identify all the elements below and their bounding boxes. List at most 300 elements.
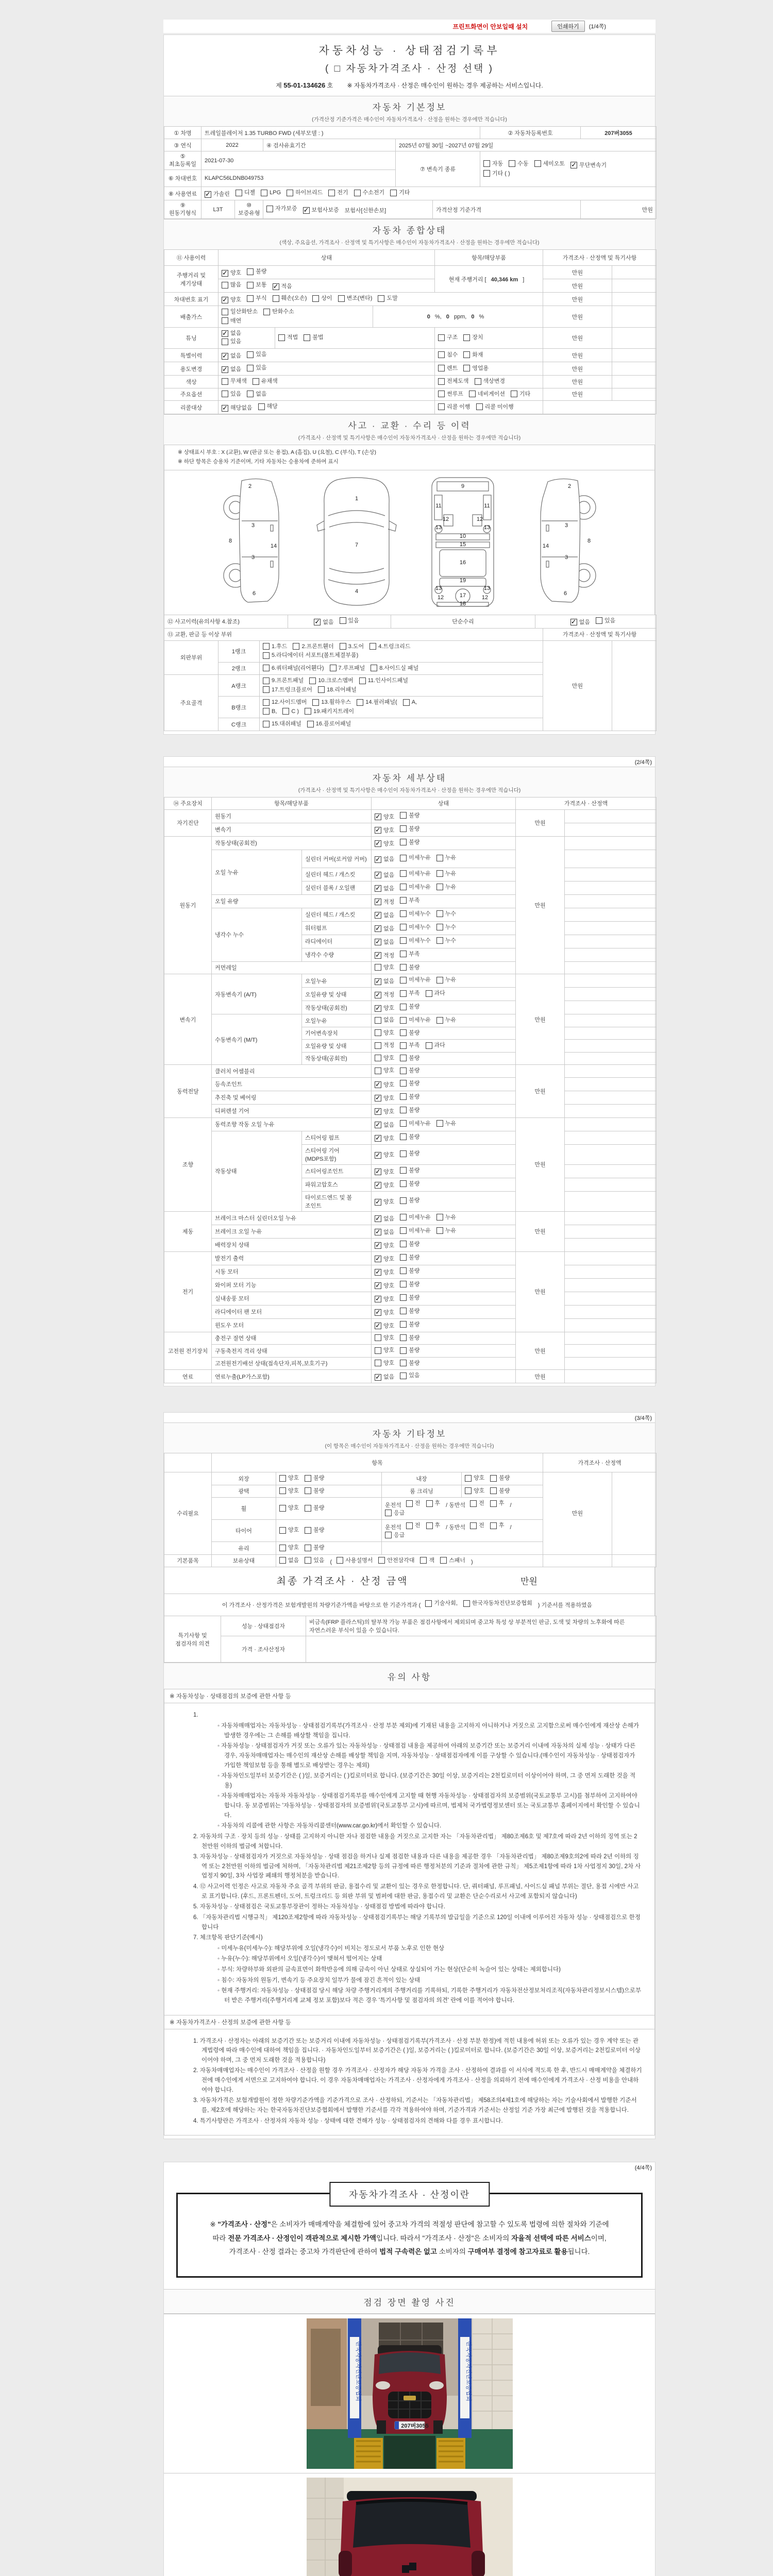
checkbox-후[interactable] [426, 1499, 441, 1507]
checkbox-불량[interactable] [305, 1504, 324, 1512]
checkbox-누유[interactable] [436, 1213, 456, 1222]
checkbox-불량[interactable] [400, 1253, 419, 1262]
checkbox-4.트렁크리드[interactable] [369, 642, 410, 651]
checkbox-미세누유[interactable] [400, 976, 431, 984]
checkbox-label: 양호 [288, 1487, 299, 1494]
checkbox-불량[interactable] [305, 1487, 324, 1495]
checkbox-box [400, 1120, 407, 1127]
checkbox-불량[interactable] [247, 267, 266, 276]
checkbox-양호[interactable] [375, 1198, 394, 1206]
checkbox-18.리어패널[interactable] [318, 686, 357, 694]
cell: 유리 [212, 1542, 276, 1555]
cell [260, 697, 543, 718]
checkbox-누유[interactable] [436, 870, 456, 878]
checkbox-색상변경[interactable] [475, 377, 506, 385]
checkbox-불량[interactable] [400, 1166, 419, 1175]
checkbox-양호[interactable] [222, 296, 241, 304]
checkbox-미세누유[interactable] [400, 854, 431, 862]
checkbox-누수[interactable] [436, 910, 456, 918]
checkbox-기술사회,[interactable] [425, 1599, 458, 1607]
cell: ⑦ 변속기 종류 [396, 151, 480, 187]
checkbox-리콜 이행[interactable] [438, 403, 470, 411]
cell [372, 1091, 516, 1104]
checkbox-탄화수소[interactable] [263, 308, 294, 316]
checkbox-있음[interactable] [305, 1556, 324, 1565]
checkbox-box [400, 1150, 407, 1157]
diagram-part-number: 12 [481, 594, 488, 601]
checkbox-양호[interactable] [375, 1054, 394, 1062]
checkbox-LPG[interactable] [261, 189, 281, 197]
text-segment: 전문 가격조사 · 산정인이 객관적으로 제시한 가액 [228, 2234, 377, 2242]
checkbox-box [222, 317, 228, 324]
checkbox-양호[interactable] [375, 1081, 394, 1089]
checkbox-자가보증[interactable] [266, 205, 297, 213]
checkbox-없음[interactable] [375, 1228, 394, 1236]
checkbox-불량[interactable] [400, 1280, 419, 1289]
checkbox-누유[interactable] [436, 976, 456, 984]
checkbox-11.인사이드패널[interactable] [359, 676, 408, 685]
checkbox-도말[interactable] [378, 294, 397, 302]
checkbox-미세누유[interactable] [400, 1016, 431, 1024]
checkbox-전체도색[interactable] [438, 377, 469, 385]
checkbox-없음[interactable] [375, 885, 394, 893]
checkbox-양호[interactable] [279, 1474, 299, 1482]
checkbox-훼손(오손)[interactable] [273, 294, 307, 302]
checkbox-사용설명서[interactable] [337, 1556, 373, 1565]
checkbox-상이[interactable] [312, 294, 332, 302]
checkbox-불량[interactable] [400, 1029, 419, 1037]
checkbox-없음[interactable] [375, 977, 394, 986]
cell [435, 328, 543, 349]
checkbox-적정[interactable] [375, 991, 394, 999]
checkbox-15.대쉬패널[interactable] [263, 720, 301, 728]
page-indicator: (4/4쪽) [634, 2165, 652, 2172]
checkbox-불량[interactable] [490, 1487, 510, 1495]
cell [612, 349, 657, 362]
checkbox-과다[interactable] [426, 989, 445, 997]
checkbox-무채색[interactable] [222, 377, 247, 385]
checkbox-누유[interactable] [436, 883, 456, 891]
checkbox-10.크로스멤버[interactable] [309, 676, 353, 685]
checkbox-B,[interactable] [263, 707, 277, 716]
checkbox-불량[interactable] [400, 1334, 419, 1342]
cell [372, 961, 516, 974]
checkbox-안전삼각대[interactable] [378, 1556, 414, 1565]
cell: 원동기 [164, 836, 212, 974]
checkbox-8.사이드실 패널[interactable] [371, 664, 418, 672]
checkbox-양호[interactable] [375, 813, 394, 821]
section-overall-header [164, 219, 655, 250]
checkbox-없음[interactable] [375, 871, 394, 879]
checkbox-매연[interactable] [222, 317, 241, 325]
checkbox-양호[interactable] [375, 1029, 394, 1037]
checkbox-box [247, 351, 254, 358]
checkbox-없음[interactable] [375, 1121, 394, 1129]
checkbox-변조(변타)[interactable] [338, 294, 373, 302]
cell [372, 1178, 516, 1191]
checkbox-디젤[interactable] [236, 189, 255, 197]
checkbox-누유[interactable] [436, 1120, 456, 1128]
checkbox-없음[interactable] [375, 1016, 394, 1024]
checkbox-기타[interactable] [511, 390, 530, 398]
checkbox-label: 있음 [230, 338, 242, 345]
checkbox-전기[interactable] [328, 189, 348, 197]
checkbox-없음[interactable] [247, 390, 266, 398]
checkbox-label: 적음 [281, 283, 292, 290]
checkbox-불량[interactable] [400, 1359, 419, 1367]
checkbox-box [400, 1029, 407, 1036]
checkbox-불량[interactable] [490, 1474, 510, 1482]
section-accident-header [164, 414, 655, 445]
checkbox-미세누유[interactable] [400, 1227, 431, 1235]
cell: 오일누유 [302, 974, 372, 988]
checkbox-전[interactable] [470, 1499, 484, 1507]
checkbox-양호[interactable] [279, 1504, 299, 1512]
checkbox-누유[interactable] [436, 854, 456, 862]
checkbox-응급[interactable] [385, 1509, 405, 1517]
checkbox-적음[interactable] [273, 282, 292, 291]
checkbox-있음[interactable] [340, 617, 359, 625]
checkbox-보통[interactable] [247, 281, 266, 289]
checkbox-label: 장치 [472, 334, 483, 341]
checkbox-없음[interactable] [222, 365, 241, 374]
checkbox-후[interactable] [490, 1499, 505, 1507]
checkbox-불량[interactable] [400, 1149, 419, 1158]
checkbox-양호[interactable] [375, 1334, 394, 1342]
checkbox-label: 불량 [409, 1254, 420, 1261]
checkbox-없음[interactable] [375, 925, 394, 933]
checkbox-양호[interactable] [375, 1004, 394, 1012]
checkbox-7.루프패널[interactable] [330, 664, 365, 672]
checkbox-보험사보증[interactable] [303, 206, 339, 214]
cell [372, 1251, 516, 1265]
checkbox-하이브리드[interactable] [287, 189, 323, 197]
checkbox-침수[interactable] [438, 351, 458, 359]
checkbox-box [436, 910, 443, 917]
cell [565, 850, 657, 868]
checkbox-양호[interactable] [465, 1487, 484, 1495]
checkbox-양호[interactable] [375, 1255, 394, 1263]
checkbox-불량[interactable] [400, 1294, 419, 1302]
checkbox-장치[interactable] [463, 333, 483, 342]
checkbox-누수[interactable] [436, 937, 456, 945]
checkbox-있음[interactable] [247, 350, 266, 359]
checkbox-해당[interactable] [258, 402, 278, 411]
checkbox-16.플로어패널[interactable] [307, 720, 351, 728]
checkbox-해당없음[interactable] [222, 404, 253, 412]
checkbox-유채색[interactable] [253, 377, 278, 385]
checkbox-box: ✓ [375, 1268, 381, 1276]
checkbox-불량[interactable] [400, 1196, 419, 1205]
checkbox-label: 5.라디에이터 서포트(볼트체결부품) [272, 652, 359, 659]
checkbox-네비게이션[interactable] [469, 390, 505, 398]
print-button[interactable]: 인쇄하기 [551, 21, 585, 32]
cell [372, 1117, 516, 1131]
checkbox-없음[interactable] [375, 1373, 394, 1381]
checkbox-box [375, 1347, 381, 1354]
checkbox-미세누유[interactable] [400, 870, 431, 878]
cell: 제동 [164, 1211, 212, 1251]
checkbox-불량[interactable] [400, 1180, 419, 1188]
checkbox-불량[interactable] [400, 1267, 419, 1275]
cell: 원동기 [212, 809, 372, 823]
checkbox-label: 없음 [579, 619, 590, 625]
diagram-part-number: 11 [435, 502, 442, 509]
text-segment: ※ [210, 2221, 218, 2229]
checkbox-label: 전 [414, 1500, 421, 1507]
checkbox-9.프론트패널[interactable] [263, 676, 304, 685]
checkbox-불량[interactable] [400, 1093, 419, 1101]
checkbox-누유[interactable] [436, 1227, 456, 1235]
checkbox-5.라디에이터 서포트(볼트체결부품)[interactable] [263, 651, 358, 659]
checkbox-후[interactable] [490, 1521, 505, 1530]
checkbox-적정[interactable] [375, 1041, 394, 1049]
checkbox-부족[interactable] [400, 1041, 419, 1049]
other-info-table [164, 1453, 655, 1567]
checkbox-불량[interactable] [400, 825, 419, 833]
checkbox-양호[interactable] [375, 1282, 394, 1290]
checkbox-구조[interactable] [438, 333, 458, 342]
checkbox-불량[interactable] [400, 1054, 419, 1062]
checkbox-불량[interactable] [400, 1106, 419, 1114]
checkbox-label: 적정 [383, 1042, 395, 1049]
checkbox-13.휠하우스[interactable] [312, 698, 351, 706]
checkbox-17.트렁크플로어[interactable] [263, 686, 312, 694]
cell: 만원 [516, 1332, 565, 1370]
checkbox-A,[interactable] [403, 698, 417, 706]
checkbox-불량[interactable] [400, 1079, 419, 1088]
checkbox-불량[interactable] [305, 1474, 324, 1482]
car-side-left-view [217, 476, 294, 608]
cell: ⑪ 사용이력 [164, 250, 219, 266]
checkbox-부족[interactable] [400, 989, 419, 997]
checkbox-2.프론트휀더[interactable] [293, 642, 333, 651]
cell: 만원 [516, 1370, 565, 1383]
checkbox-양호[interactable] [375, 1066, 394, 1075]
checkbox-미세누수[interactable] [400, 910, 431, 918]
checkbox-label: 양호 [383, 1347, 395, 1354]
checkbox-6.쿼터패널(리어휀다)[interactable] [263, 664, 324, 672]
checkbox-box [400, 1360, 407, 1366]
checkbox-없음[interactable] [279, 1556, 299, 1565]
checkbox-있음[interactable] [400, 1371, 419, 1380]
checkbox-label: 14.필러패널( [365, 699, 397, 706]
checkbox-label: 없음 [383, 872, 395, 878]
checkbox-많음[interactable] [222, 281, 241, 289]
checkbox-양호[interactable] [279, 1526, 299, 1534]
checkbox-응급[interactable] [385, 1531, 405, 1539]
checkbox-누수[interactable] [436, 923, 456, 931]
checkbox-불량[interactable] [400, 1346, 419, 1354]
checkbox-불량[interactable] [400, 1320, 419, 1329]
checkbox-리콜 미이행[interactable] [476, 403, 514, 411]
checkbox-C )[interactable] [282, 707, 299, 716]
checkbox-과다[interactable] [426, 1041, 445, 1049]
checkbox-양호[interactable] [375, 1309, 394, 1317]
checkbox-box [436, 924, 443, 930]
checkbox-부식[interactable] [247, 294, 266, 302]
checkbox-잭[interactable] [420, 1556, 434, 1565]
cell: 파워고압호스 [302, 1178, 372, 1191]
checkbox-무단변속기[interactable] [570, 161, 607, 170]
install-hint-link[interactable]: 프린트화면이 안보일때 설치 [452, 23, 528, 30]
checkbox-불량[interactable] [400, 1003, 419, 1011]
checkbox-미세누유[interactable] [400, 1120, 431, 1128]
checkbox-있음[interactable] [222, 337, 241, 346]
checkbox-양호[interactable] [375, 1359, 394, 1367]
checkbox-양호[interactable] [375, 1295, 394, 1303]
checkbox-label: 누유 [445, 870, 457, 877]
cell: 변속기 [164, 974, 212, 1065]
checkbox-적정[interactable] [375, 952, 394, 960]
checkbox-양호[interactable] [222, 269, 241, 277]
checkbox-미세누유[interactable] [400, 1213, 431, 1222]
checkbox-양호[interactable] [375, 1094, 394, 1103]
checkbox-미세누수[interactable] [400, 937, 431, 945]
checkbox-양호[interactable] [465, 1474, 484, 1482]
checkbox-label: 불량 [313, 1475, 325, 1482]
cell: 시동 모터 [212, 1265, 372, 1278]
cell [382, 1542, 543, 1555]
cell [565, 881, 657, 894]
cell: 실린더 블록 / 오일팬 [302, 881, 372, 894]
checkbox-한국자동차진단보증협회[interactable] [463, 1599, 532, 1607]
checkbox-후[interactable] [426, 1521, 441, 1530]
checkbox-양호[interactable] [375, 1268, 394, 1277]
checkbox-box [279, 1487, 286, 1494]
checkbox-label: 일산화탄소 [230, 309, 258, 315]
checkbox-기타[interactable] [390, 189, 410, 197]
checkbox-양호[interactable] [375, 1242, 394, 1250]
notice-bullet: ◦ 자동차매매업자는 자동차 자동차성능 · 상태점검기록부를 매수인에게 고지할 때 현행 자동차성능 · 상태점검자의 보증범위(국토교통부 고시)를 첨부하여 고지하여야 합니다. 동 보증범위는 '자동차성능 · 상태점검자의 보증범위'(국토교통부 고시)에 따르며, 법제처 국가법령정보센터 또는 국토교통부 홈페이지에서 확인할 수 있습니다. [180, 1791, 642, 1820]
cell: 자기진단 [164, 809, 212, 836]
diagram-part-number: 14 [270, 543, 277, 549]
checkbox-없음[interactable] [222, 352, 241, 360]
checkbox-양호[interactable] [375, 963, 394, 972]
cell: KLAPC56LDNB049753 [201, 170, 396, 187]
detail-condition-table [164, 797, 655, 1384]
checkbox-수소전기[interactable] [354, 189, 385, 197]
checkbox-미세누수[interactable] [400, 923, 431, 931]
checkbox-19.패키지트레이[interactable] [305, 707, 354, 716]
checkbox-부족[interactable] [400, 896, 419, 905]
checkbox-있음[interactable] [596, 617, 615, 625]
checkbox-없음[interactable] [222, 329, 241, 337]
checkbox-label: 렌트 [447, 365, 458, 371]
checkbox-부족[interactable] [400, 950, 419, 958]
checkbox-양호[interactable] [375, 1108, 394, 1116]
checkbox-스패너[interactable] [440, 1556, 465, 1565]
checkbox-없음[interactable] [314, 618, 333, 626]
cell [435, 401, 543, 414]
checkbox-양호[interactable] [375, 1134, 394, 1143]
checkbox-box: ✓ [375, 1004, 381, 1012]
checkbox-12.사이드멤버[interactable] [263, 698, 307, 706]
checkbox-3.도어[interactable] [340, 642, 364, 651]
cell: 용도변경 [164, 362, 219, 376]
cell: 튜닝 [164, 328, 219, 349]
checkbox-box: ✓ [375, 1167, 381, 1176]
checkbox-불량[interactable] [400, 1133, 419, 1141]
checkbox-기타 ( )[interactable] [483, 170, 510, 178]
checkbox-양호[interactable] [375, 826, 394, 835]
checkbox-양호[interactable] [375, 1151, 394, 1159]
checkbox-box [438, 391, 445, 397]
checkbox-불량[interactable] [400, 1066, 419, 1075]
checkbox-box [436, 1214, 443, 1221]
checkbox-없음[interactable] [375, 911, 394, 920]
checkbox-적정[interactable] [375, 898, 394, 906]
checkbox-불량[interactable] [400, 963, 419, 972]
checkbox-양호[interactable] [279, 1544, 299, 1552]
checkbox-없음[interactable] [375, 1215, 394, 1223]
checkbox-전[interactable] [406, 1499, 421, 1507]
checkbox-렌트[interactable] [438, 364, 458, 372]
checkbox-불법[interactable] [304, 333, 323, 342]
section-note: (가격조사 · 산정액 및 특기사항은 매수인이 자동차가격조사 · 산정을 원하는 경우에만 적습니다) [298, 787, 521, 793]
checkbox-없음[interactable] [570, 618, 590, 626]
checkbox-있음[interactable] [247, 364, 266, 372]
cell [565, 1370, 657, 1383]
cell [276, 1498, 382, 1520]
checkbox-label: 불량 [409, 1107, 420, 1113]
checkbox-label: 부족 [409, 951, 420, 957]
checkbox-적법[interactable] [278, 333, 298, 342]
checkbox-가솔린[interactable] [205, 190, 230, 198]
checkbox-불량[interactable] [305, 1544, 324, 1552]
diagram-part-number: 18 [459, 600, 466, 607]
checkbox-화재[interactable] [463, 351, 483, 359]
checkbox-box [426, 1042, 432, 1049]
checkbox-미세누유[interactable] [400, 883, 431, 891]
checkbox-전[interactable] [406, 1521, 421, 1530]
checkbox-세미오토[interactable] [534, 160, 565, 168]
checkbox-양호[interactable] [375, 1168, 394, 1176]
checkbox-양호[interactable] [375, 840, 394, 848]
checkbox-box [279, 1475, 286, 1482]
checkbox-불량[interactable] [400, 1240, 419, 1248]
checkbox-양호[interactable] [279, 1487, 299, 1495]
checkbox-label: 불량 [313, 1527, 325, 1534]
checkbox-일산화탄소[interactable] [222, 308, 258, 316]
checkbox-불량[interactable] [400, 811, 419, 820]
checkbox-없음[interactable] [375, 938, 394, 946]
cell: 만원 [516, 1211, 565, 1251]
checkbox-자동[interactable] [483, 160, 503, 168]
checkbox-누유[interactable] [436, 1016, 456, 1024]
checkbox-썬루프[interactable] [438, 390, 463, 398]
checkbox-14.필러패널([interactable] [357, 698, 397, 706]
checkbox-1.후드[interactable] [263, 642, 287, 651]
inline-text: 40,346 km [491, 276, 518, 283]
cell [565, 1345, 657, 1358]
checkbox-있음[interactable] [222, 390, 241, 398]
checkbox-양호[interactable] [375, 1322, 394, 1330]
cell [565, 1191, 657, 1211]
checkbox-수동[interactable] [509, 160, 528, 168]
checkbox-불량[interactable] [400, 1307, 419, 1315]
notice-bullet: ◦ 자동차성능 · 상태점검자가 거짓 또는 오류가 있는 자동차성능 · 상태점검 내용을 제공하여 아래의 보증기간 또는 보증거리 이내에 자동차의 실제 성능 · 상태가 다른 경우, 자동차매매업자는 매수인의 재산상 손해를 배상할 책임을 지며, 자동차성능 · 상태점검자에게 이를 구상할 수 있습니다.(매수인이 자동차성능 · 상태점검자가 가입한 책임보험 등을 통해 별도로 배상받는 경우는 제외) [180, 1741, 642, 1770]
checkbox-불량[interactable] [305, 1526, 324, 1534]
checkbox-양호[interactable] [375, 1181, 394, 1190]
checkbox-box [400, 1067, 407, 1074]
checkbox-불량[interactable] [400, 838, 419, 846]
checkbox-전[interactable] [470, 1521, 484, 1530]
checkbox-없음[interactable] [375, 855, 394, 863]
checkbox-양호[interactable] [375, 1346, 394, 1354]
checkbox-box [261, 190, 267, 196]
checkbox-영업용[interactable] [463, 364, 489, 372]
